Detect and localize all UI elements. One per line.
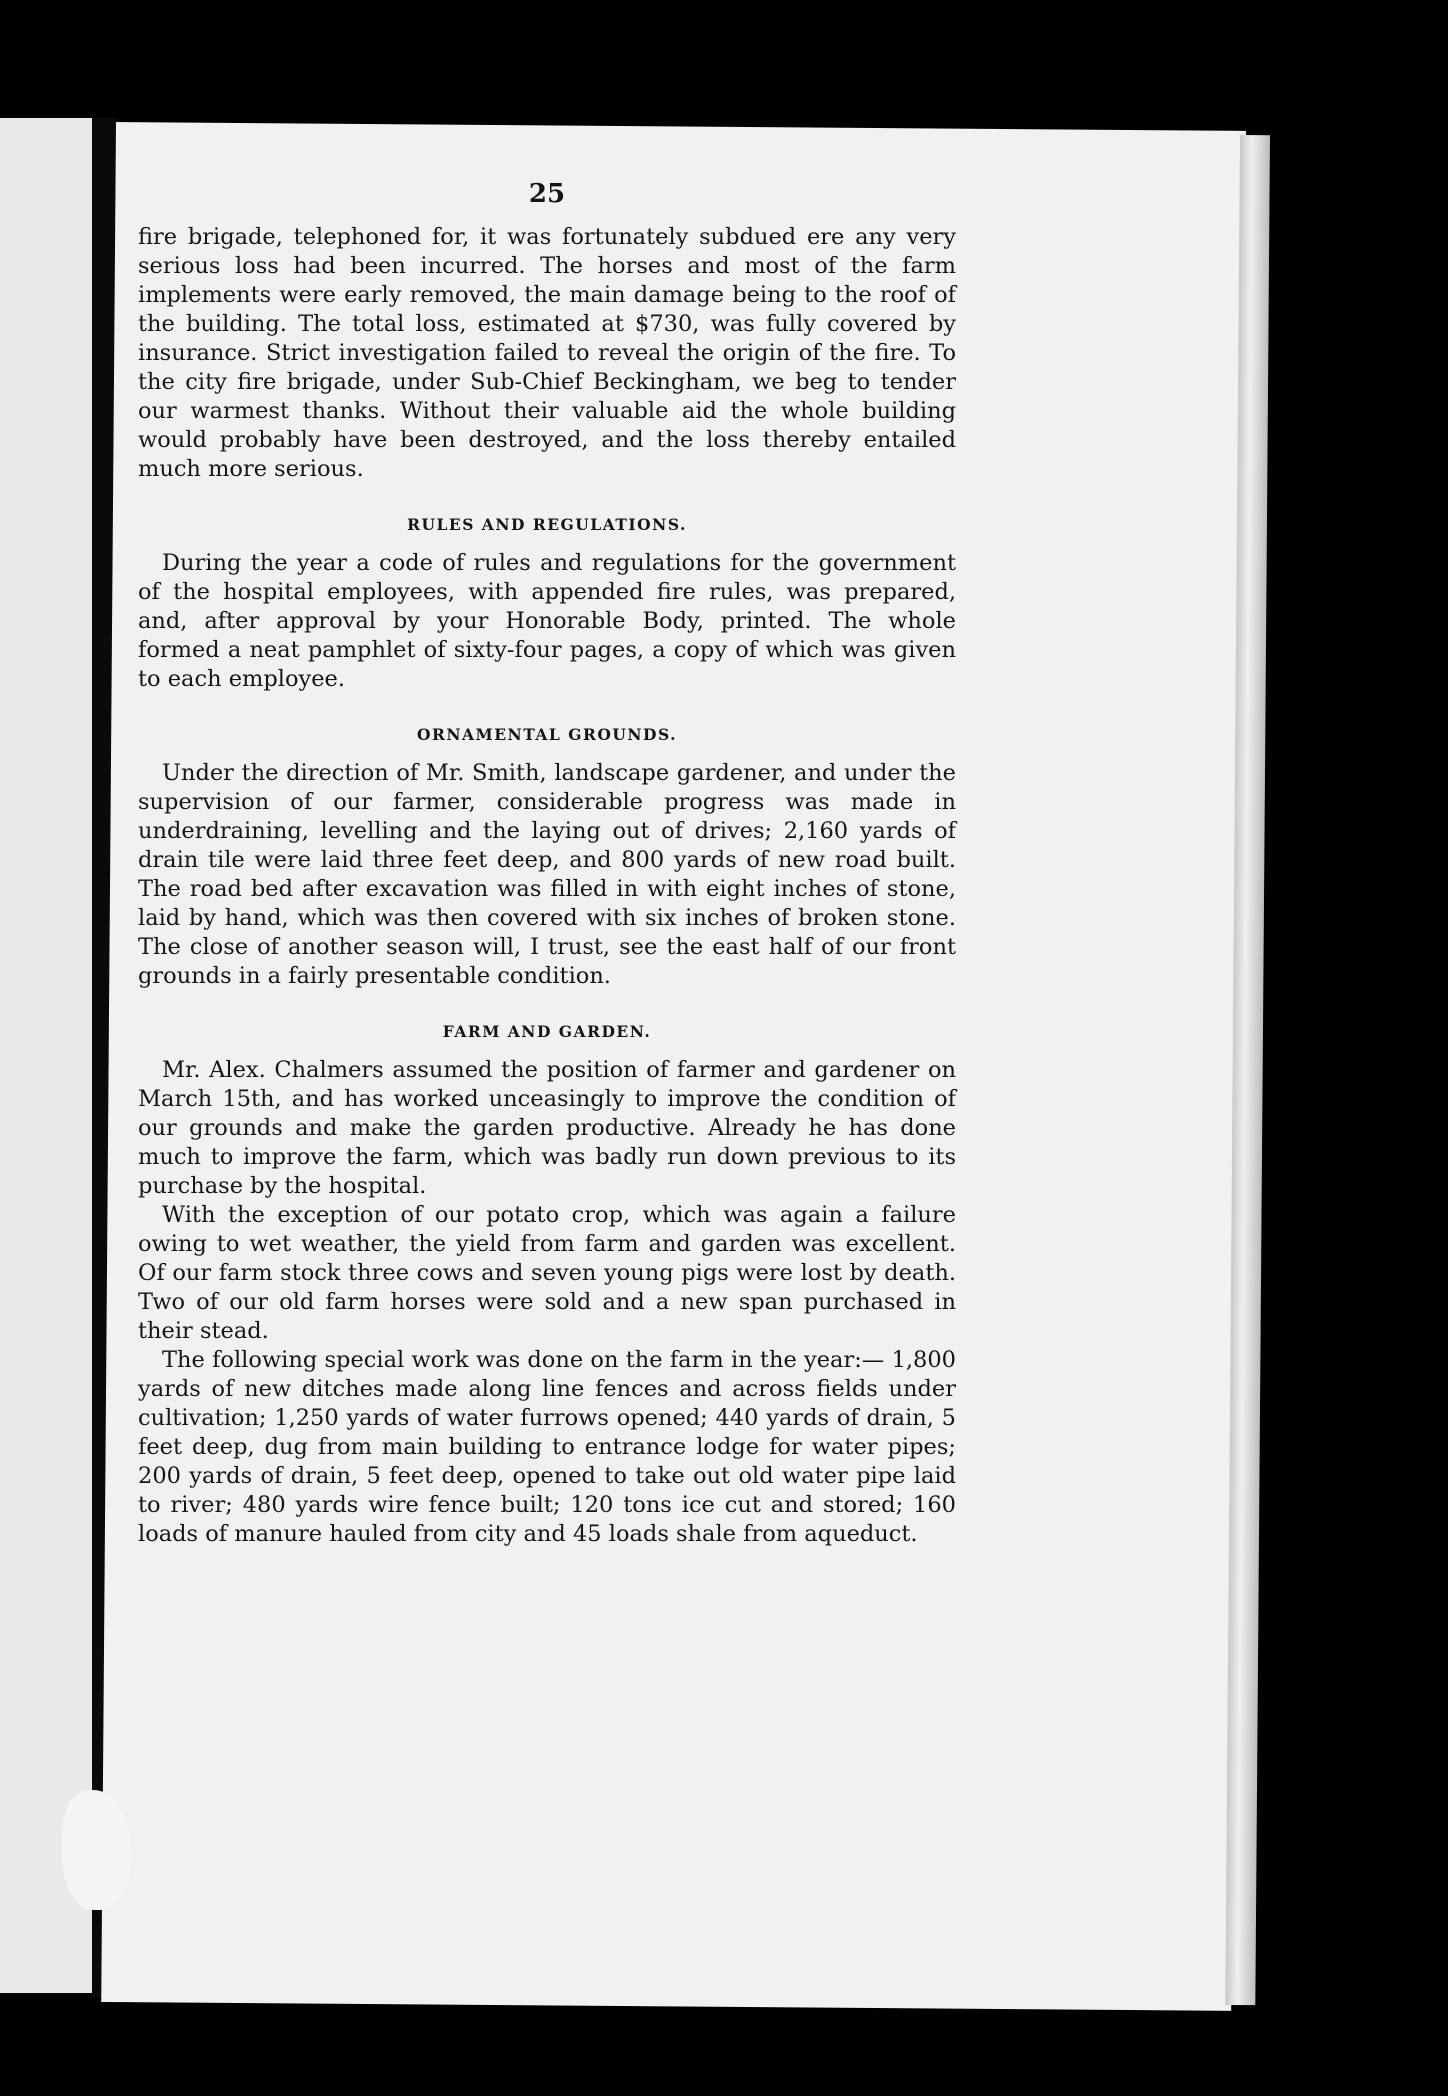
section-heading-rules: RULES AND REGULATIONS. [407,515,687,534]
section-heading-farm: FARM AND GARDEN. [442,1022,652,1041]
farm-paragraph-3: The following special work was done on the farm in the year:— 1,800 yards of new ditches made along line fences and across fields under cultivation; 1,250 yards of water furrows opened; 440 yards of drain, 5 feet deep, dug from main building to entrance lodge for water pipes; 200 yards of drain, 5 feet deep, opened to take out old water pipe laid to river; 480 yards wire fence built; 120 tons ice cut and stored; 160 loads of manure hauled from city and 45 loads shale from aqueduct. [138,1347,956,1547]
intro-paragraph: fire brigade, telephoned for, it was fortunately subdued ere any very serious loss had been incurred. The horses and most of the farm implements were early removed, the main damage being to the roof of the building. The total loss, estimated at $730, was fully covered by insurance. Strict investigation failed to reveal the origin of the fire. To the city fire brigade, under Sub-Chief Beckingham, we beg to tender our warmest thanks. Without their valuable aid the whole building would probably have been destroyed, and the loss thereby entailed much more serious. [138,224,956,482]
farm-paragraph-2: With the exception of our potato crop, which was again a failure owing to wet weather, the yield from farm and garden was excellent. Of our farm stock three cows and seven young pigs were lost by death. Two of our old farm horses were sold and a new span purchased in their stead. [138,1202,956,1344]
page-content [138,180,956,1549]
farm-paragraph-1: Mr. Alex. Chalmers assumed the position of farmer and gardener on March 15th, and has worked unceasingly to improve the condition of our grounds and make the garden productive. Already he has done much to improve the farm, which was badly run down previous to its purchase by the hospital. [138,1057,956,1199]
facing-page-edge [0,118,100,1993]
grounds-paragraph: Under the direction of Mr. Smith, landscape gardener, and under the supervision of our farmer, considerable progress was made in underdraining, levelling and the laying out of drives; 2,160 yards of drain tile were laid three feet deep, and 800 yards of new road built. The road bed after excavation was filled in with eight inches of stone, laid by hand, which was then covered with six inches of broken stone. The close of another season will, I trust, see the east half of our front grounds in a fairly presentable condition. [138,760,956,989]
page-number: 25 [528,179,566,209]
section-heading-grounds: ORNAMENTAL GROUNDS. [416,725,677,744]
rules-paragraph: During the year a code of rules and regulations for the government of the hospital employees, with appended fire rules, was prepared, and, after approval by your Honorable Body, printed. The whole formed a neat pamphlet of sixty-four pages, a copy of which was given to each employee. [138,550,956,692]
